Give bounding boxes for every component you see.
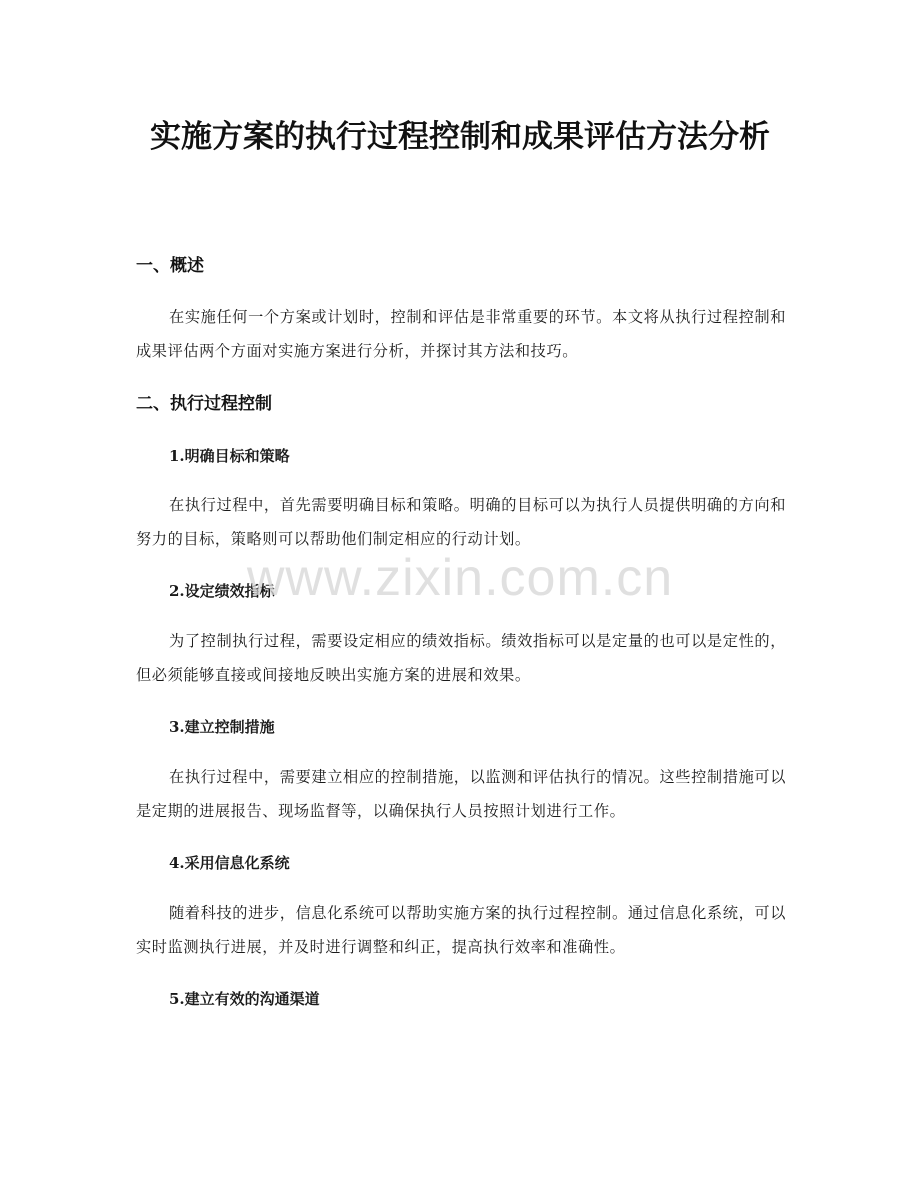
subheading-2: 2.设定绩效指标 xyxy=(169,582,275,600)
section-heading-overview: 一、概述 xyxy=(136,256,204,276)
subheading-5: 5.建立有效的沟通渠道 xyxy=(169,990,320,1008)
overview-paragraph: 在实施任何一个方案或计划时，控制和评估是非常重要的环节。本文将从执行过程控制和成果评估两个方面对实施方案进行分析，并探讨其方法和技巧。 xyxy=(136,308,786,360)
watermark: www.zixin.com.cn xyxy=(246,549,674,607)
document-title: 实施方案的执行过程控制和成果评估方法分析 xyxy=(150,119,770,155)
paragraph-1: 在执行过程中，首先需要明确目标和策略。明确的目标可以为执行人员提供明确的方向和努力的目标，策略则可以帮助他们制定相应的行动计划。 xyxy=(136,496,786,548)
paragraph-3: 在执行过程中，需要建立相应的控制措施，以监测和评估执行的情况。这些控制措施可以是定期的进展报告、现场监督等，以确保执行人员按照计划进行工作。 xyxy=(136,768,786,820)
subheading-4: 4.采用信息化系统 xyxy=(169,854,290,872)
subheading-3: 3.建立控制措施 xyxy=(169,718,275,736)
paragraph-4: 随着科技的进步，信息化系统可以帮助实施方案的执行过程控制。通过信息化系统，可以实时监测执行进展，并及时进行调整和纠正，提高执行效率和准确性。 xyxy=(136,904,786,956)
paragraph-2: 为了控制执行过程，需要设定相应的绩效指标。绩效指标可以是定量的也可以是定性的，但必须能够直接或间接地反映出实施方案的进展和效果。 xyxy=(136,632,786,684)
section-heading-process-control: 二、执行过程控制 xyxy=(136,394,272,414)
subheading-1: 1.明确目标和策略 xyxy=(169,447,290,465)
